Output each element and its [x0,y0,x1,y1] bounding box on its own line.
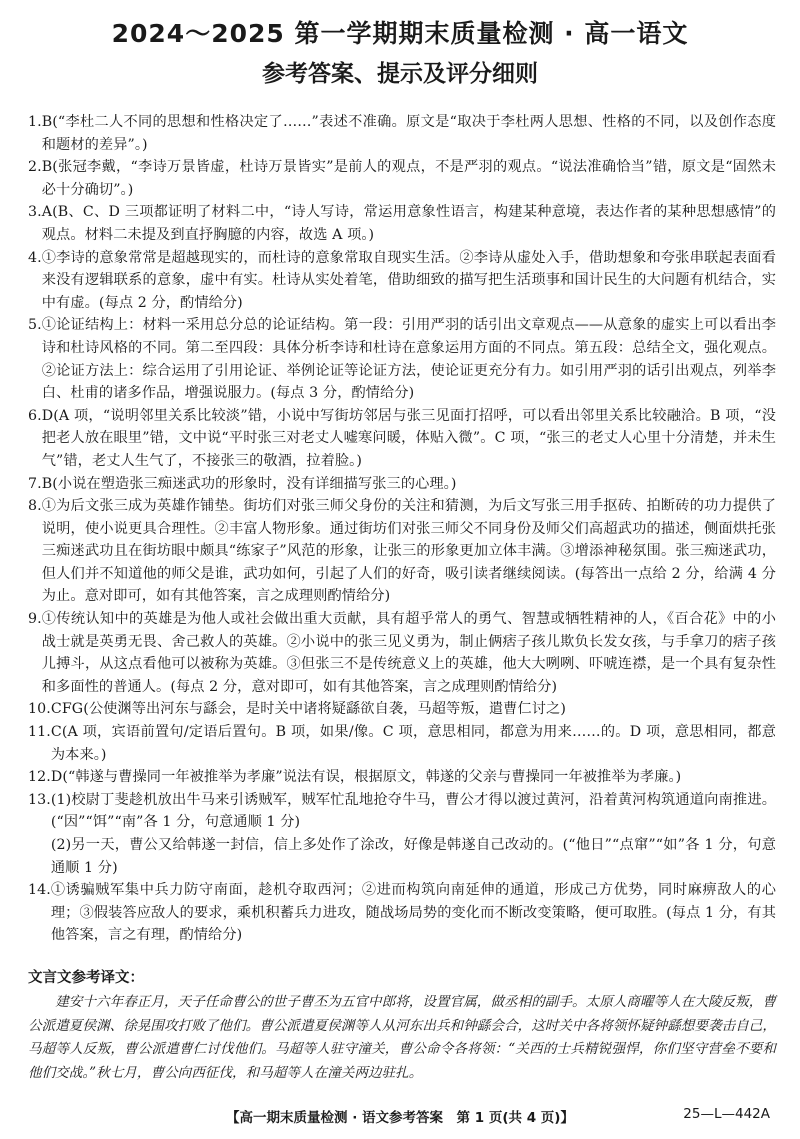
answer-text: ①论证结构上：材料一采用总分总的论证结构。第一段：引用严羽的话引出文章观点——从意象的虚实上可以看出李诗和杜诗风格的不同。第二至四段：具体分析李诗和杜诗在意象运用方面的不同点。第五段：总结全文，强化观点。②论证方法上：综合运用了引用论证、举例论证等论证方法，使论证更充分有力。如引用严羽的话引出观点，列举李白、杜甫的诸多作品，增强说服力。(每点 3 分，酌情给分) [41,317,776,402]
answer-item-11 [28,721,776,766]
answer-item-2 [28,156,776,201]
answer-number: 13. [28,791,51,808]
answer-subitem-1: (1)校尉丁斐趁机放出牛马来引诱贼军，贼军忙乱地抢夺牛马，曹公才得以渡过黄河，沿着黄河构筑通道向南推进。(“因”“饵”“南”各 1 分，句意通顺 1 分) [50,791,776,831]
answer-item-12 [28,766,776,789]
answer-item-10 [28,698,776,721]
page-subtitle: 参考答案、提示及评分细则 [262,61,538,87]
footer-paper-code: 25—L—442A [683,1106,770,1122]
answer-text: D(A 项，“说明邻里关系比较淡”错，小说中写街坊邻居与张三见面打招呼，可以看出邻里关系比较融洽。B 项，“没把老人放在眼里”错，文中说“平时张三对老丈人嘘寒问暖，体贴入微”。C 项，“张三的老丈人心里十分清楚，并未生气”错，老丈人生气了，不接张三的敬酒，拉着脸。) [41,407,776,469]
answer-text: B(“李杜二人不同的思想和性格决定了……”表述不准确。原文是“取决于李杜两人思想、性格的不同，以及创作态度和题材的差异”。) [41,114,776,153]
answer-text: B(张冠李戴，“李诗万景皆虚，杜诗万景皆实”是前人的观点，不是严羽的观点。“说法准确恰当”错，原文是“固然未必十分确切”。) [41,159,776,198]
answer-number: 8. [28,498,42,515]
answer-text: ①诱骗贼军集中兵力防守南面，趁机夺取西河；②进而构筑向南延伸的通道，形成己方优势，同时麻痹敌人的心理；③假装答应敌人的要求，乘机积蓄兵力进攻，随战场局势的变化而不断改变策略，便可取胜。(每点 1 分，有其他答案，言之有理，酌情给分) [50,882,776,944]
answer-item-5 [28,314,776,404]
answer-item-14 [28,879,776,947]
answer-number: 11. [28,724,51,741]
answer-number: 1. [28,114,42,130]
answer-number: 3. [28,204,42,221]
answer-text [51,789,776,879]
answer-number: 12. [28,769,51,786]
answer-number: 4. [28,249,42,266]
answer-item-6 [28,405,776,473]
answer-text: B(小说在塑造张三痴迷武功的形象时，没有详细描写张三的心理。) [41,475,457,492]
answer-list [28,111,776,947]
translation-paragraph: 建安十六年春正月，天子任命曹公的世子曹丕为五官中郎将，设置官属，做丞相的副手。太原人商曜等人在大陵反叛，曹公派遣夏侯渊、徐晃围攻打败了他们。曹公派遣夏侯渊等人从河东出兵和钟繇会合，这时关中各将领怀疑钟繇想要袭击自己，马超等人反叛，曹公派遣曹仁讨伐他们。马超等人驻守潼关，曹公命令各将领：“关西的士兵精锐强悍，你们坚守营垒不要和他们交战。”秋七月，曹公向西征伐，和马超等人在潼关两边驻扎。 [28,994,776,1081]
answer-item-3 [28,201,776,246]
answer-number: 7. [28,475,42,492]
answer-number: 5. [28,317,42,334]
answer-subitem-2: (2)另一天，曹公又给韩遂一封信，信上多处作了涂改，好像是韩遂自己改动的。(“他日”“点窜”“如”各 1 分，句意通顺 1 分) [50,837,776,876]
answer-text: ①传统认知中的英雄是为他人或社会做出重大贡献，具有超乎常人的勇气、智慧或牺牲精神的人，《百合花》中的小战士就是英勇无畏、舍己救人的英雄。②小说中的张三见义勇为，制止俩痞子孩儿欺负长发女孩，与手拿刀的痞子孩儿搏斗，从这点看他可以被称为英雄。③但张三不是传统意义上的英雄，他大大咧咧、吓唬连襟，是一个具有复杂性和多面性的普通人。(每点 2 分，意对即可，如有其他答案，言之成理则酌情给分) [41,611,776,695]
answer-item-1 [28,111,776,156]
answer-text: ①为后文张三成为英雄作铺垫。街坊们对张三师父身份的关注和猜测，为后文写张三用手抠砖、拍断砖的功力提供了说明，使小说更具合理性。②丰富人物形象。通过街坊们对张三师父不同身份及师父们高超武功的描述，侧面烘托张三痴迷武功且在街坊眼中颇具“练家子”风范的形象，让张三的形象更加立体丰满。③增添神秘氛围。张三痴迷武功，但人们并不知道他的师父是谁，武功如何，引起了人们的好奇，吸引读者继续阅读。(每答出一点给 2 分，给满 4 分为止。意对即可，如有其他答案，言之成理则酌情给分) [41,498,776,605]
page-title: 2024～2025 第一学期期末质量检测 · 高一语文 [111,19,689,48]
footer-page-info: 【高一期末质量检测 · 语文参考答案 第 1 页(共 4 页)】 [226,1110,574,1126]
answer-number: 10. [28,701,51,718]
answer-text: C(A 项，宾语前置句/定语后置句。B 项，如果/像。C 项，意思相同，都意为用来……的。D 项，意思相同，都意为本来。) [50,724,776,763]
translation-heading: 文言文参考译文： [28,970,144,986]
answer-item-8 [28,495,776,608]
answer-item-7 [28,473,776,496]
answer-item-4 [28,247,776,315]
answer-text: ①李诗的意象常常是超越现实的，而杜诗的意象常取自现实生活。②李诗从虚处入手，借助想象和夸张串联起表面看来没有逻辑联系的意象，虚中有实。杜诗从实处着笔，借助细致的描写把生活琐事和国计民生的大问题有机结合，实中有虚。(每点 2 分，酌情给分) [41,249,776,311]
answer-number: 9. [28,611,42,628]
answer-text: A(B、C、D 三项都证明了材料二中，“诗人写诗，常运用意象性语言，构建某种意境，表达作者的某种思想感情”的观点。材料二未提及到直抒胸臆的内容，故选 A 项。) [41,204,776,243]
answer-number: 14. [28,882,51,899]
answer-text: D(“韩遂与曹操同一年被推举为孝廉”说法有误，根据原文，韩遂的父亲与曹操同一年被推举为孝廉。) [50,769,682,786]
page-footer [0,1104,800,1128]
answer-text: CFG(公使渊等出河东与繇会，是时关中诸将疑繇欲自袭，马超等叛，遣曹仁讨之) [50,701,566,718]
answer-item-9 [28,608,776,698]
answer-number: 2. [28,159,42,176]
answer-item-13 [28,789,776,879]
answer-number: 6. [28,407,42,424]
